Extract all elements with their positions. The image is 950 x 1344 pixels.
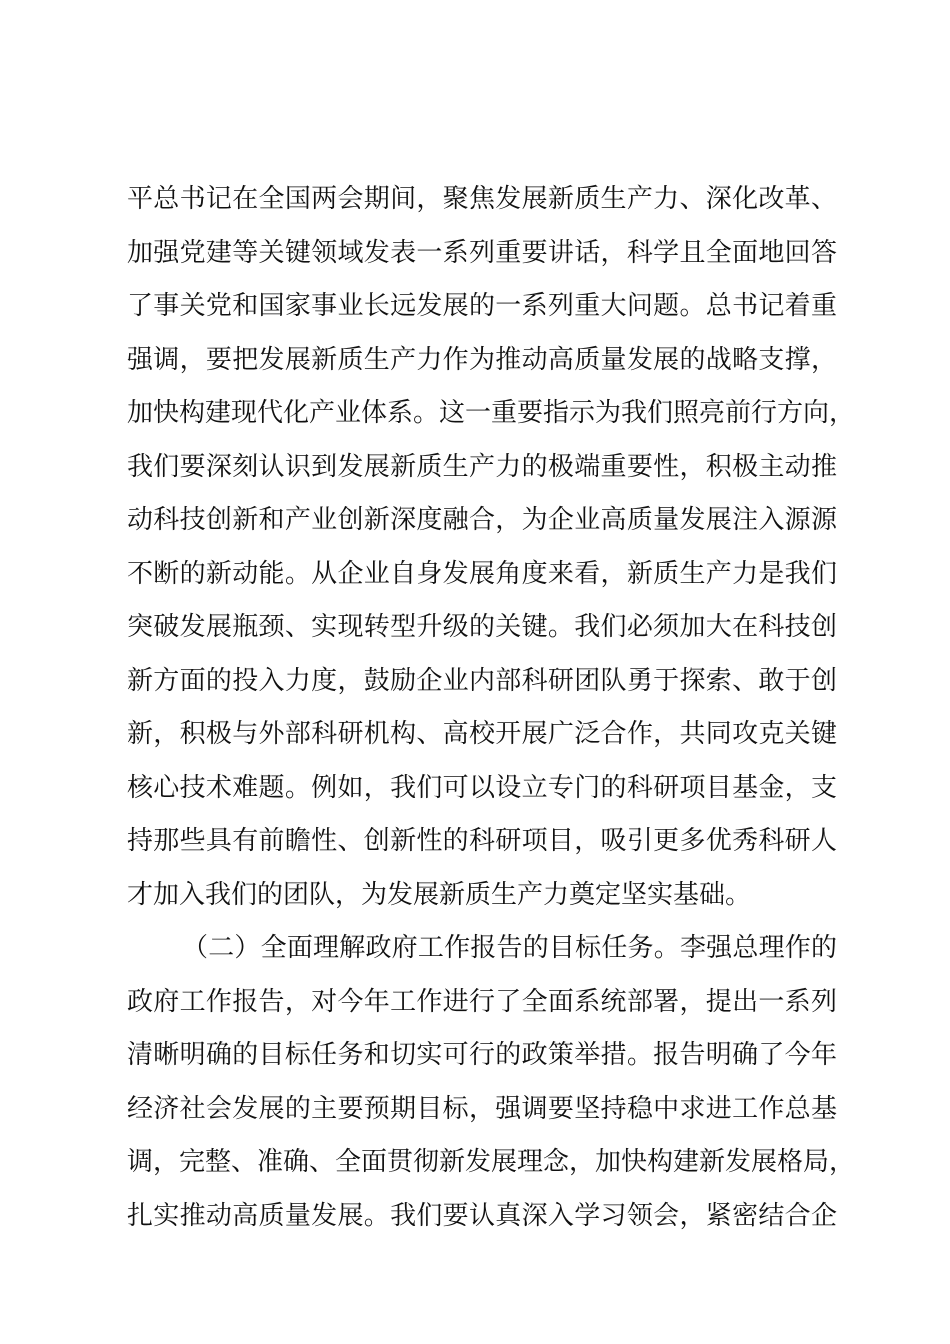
paragraph-line: 了事关党和国家事业长远发展的一系列重大问题。总书记着重 xyxy=(127,291,837,321)
paragraph-line: 动科技创新和产业创新深度融合，为企业高质量发展注入源源 xyxy=(127,505,837,535)
paragraph-line: 持那些具有前瞻性、创新性的科研项目，吸引更多优秀科研人 xyxy=(127,826,837,856)
section-heading-line: （二）全面理解政府工作报告的目标任务。李强总理作的 xyxy=(182,933,837,963)
body-text xyxy=(127,173,856,1243)
paragraph-line: 我们要深刻认识到发展新质生产力的极端重要性，积极主动推 xyxy=(127,451,837,482)
paragraph-line: 不断的新动能。从企业自身发展角度来看，新质生产力是我们 xyxy=(127,558,837,589)
paragraph-line: 经济社会发展的主要预期目标，强调要坚持稳中求进工作总基 xyxy=(127,1093,837,1124)
paragraph-line: 核心技术难题。例如，我们可以设立专门的科研项目基金，支 xyxy=(127,772,837,803)
paragraph-line: 平总书记在全国两会期间，聚焦发展新质生产力、深化改革、 xyxy=(127,184,837,214)
paragraph-line: 扎实推动高质量发展。我们要认真深入学习领会，紧密结合企 xyxy=(127,1200,837,1231)
paragraph-line: 清晰明确的目标任务和切实可行的政策举措。报告明确了今年 xyxy=(127,1040,837,1070)
paragraph-line: 才加入我们的团队，为发展新质生产力奠定坚实基础。 xyxy=(127,879,752,910)
paragraph-line: 强调，要把发展新质生产力作为推动高质量发展的战略支撑， xyxy=(127,344,837,375)
paragraph-line: 政府工作报告，对今年工作进行了全面系统部署，提出一系列 xyxy=(127,986,837,1017)
paragraph-line: 加快构建现代化产业体系。这一重要指示为我们照亮前行方向， xyxy=(127,398,856,428)
paragraph-line: 加强党建等关键领域发表一系列重要讲话，科学且全面地回答 xyxy=(127,237,837,268)
paragraph-line: 调，完整、准确、全面贯彻新发展理念，加快构建新发展格局， xyxy=(127,1147,856,1177)
paragraph-line: 新，积极与外部科研机构、高校开展广泛合作，共同攻克关键 xyxy=(127,719,837,749)
paragraph-line: 新方面的投入力度，鼓励企业内部科研团队勇于探索、敢于创 xyxy=(127,665,837,696)
paragraph-line: 突破发展瓶颈、实现转型升级的关键。我们必须加大在科技创 xyxy=(127,612,837,642)
